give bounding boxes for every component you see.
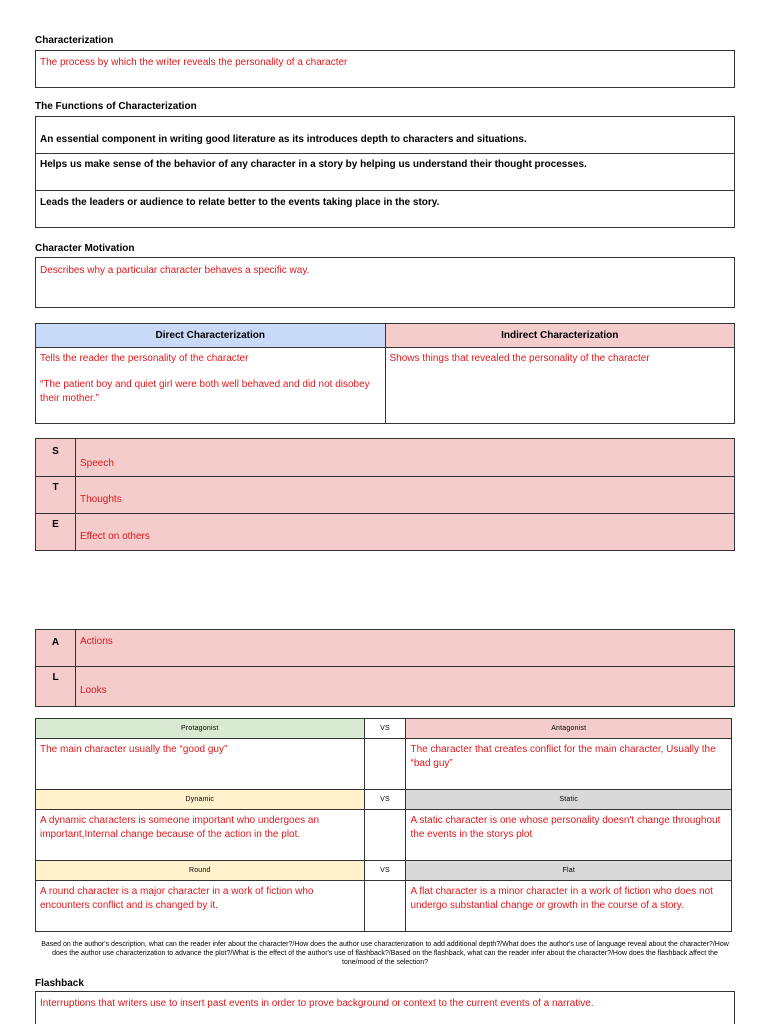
- steal-letter: S: [36, 439, 76, 477]
- functions-heading: The Functions of Characterization: [35, 101, 197, 112]
- steal-word: Actions: [80, 636, 113, 647]
- steal-word: Speech: [80, 458, 114, 469]
- dynamic-cell: [36, 810, 365, 861]
- steal-word: Looks: [80, 685, 107, 696]
- function-row: [35, 116, 735, 154]
- direct-example: “The patient boy and quiet girl were both well behaved and did not disobey their mother.”: [40, 379, 370, 404]
- antagonist-header: Antagonist: [406, 719, 732, 739]
- steal-word-cell: [76, 514, 735, 551]
- static-header: Static: [406, 790, 732, 810]
- function-item: Leads the leaders or audience to relate better to the events taking place in the story.: [40, 197, 440, 208]
- flashback-box: [35, 991, 735, 1024]
- steal-word: Effect on others: [80, 531, 150, 542]
- flashback-definition: Interruptions that writers use to insert past events in order to prove background or context to the current events of a narrative.: [40, 998, 594, 1009]
- motivation-definition: Describes why a particular character behaves a specific way.: [40, 265, 310, 276]
- al-table: [35, 629, 735, 707]
- flat-text: A flat character is a minor character in a work of fiction who does not undergo substantial change or growth in the course of a story.: [410, 886, 713, 911]
- flashback-heading: Flashback: [35, 978, 84, 989]
- steal-letter: A: [36, 630, 76, 667]
- guiding-questions: Based on the author's description, what can the reader infer about the character?/How does the author use characterization to add additional depth?/What does the author's use of language reveal about the character?/How does the author use characterization to advance the plot?/What is the effect of the author's use of flashback?/Based on the flashback, what can the reader infer about the character?/How does the flashback affect the tone/mood of the selection?: [41, 941, 729, 966]
- steal-word-cell: [76, 439, 735, 477]
- dynamic-header: Dynamic: [36, 790, 365, 810]
- steal-letter: E: [36, 514, 76, 551]
- flat-header: Flat: [406, 861, 732, 881]
- steal-letter: T: [36, 477, 76, 514]
- steal-word-cell: [76, 630, 735, 667]
- function-item: An essential component in writing good literature as its introduces depth to characters and situations.: [40, 134, 527, 145]
- direct-indirect-table: [35, 323, 735, 424]
- character-types-table: [35, 718, 732, 932]
- vs-label: VS: [364, 790, 406, 810]
- characterization-heading: Characterization: [35, 35, 114, 46]
- vs-label: VS: [364, 719, 406, 739]
- protagonist-text: The main character usually the “good guy”: [40, 744, 228, 755]
- motivation-heading: Character Motivation: [35, 243, 135, 254]
- steal-word-cell: [76, 477, 735, 514]
- direct-text: Tells the reader the personality of the character: [40, 353, 249, 364]
- static-cell: [406, 810, 732, 861]
- protagonist-header: Protagonist: [36, 719, 365, 739]
- round-text: A round character is a major character in a work of fiction who encounters conflict and is changed by it.: [40, 886, 314, 911]
- characterization-box: [35, 50, 735, 88]
- function-item: Helps us make sense of the behavior of any character in a story by helping us understand their thought processes.: [40, 159, 587, 170]
- vs-spacer: [364, 881, 406, 932]
- antagonist-cell: [406, 739, 732, 790]
- indirect-header: Indirect Characterization: [385, 324, 735, 348]
- static-text: A static character is one whose personality doesn't change throughout the events in the storys plot: [410, 815, 721, 840]
- steal-letter: L: [36, 667, 76, 707]
- flat-cell: [406, 881, 732, 932]
- vs-spacer: [364, 739, 406, 790]
- antagonist-text: The character that creates conflict for the main character, Usually the “bad guy”: [410, 744, 716, 769]
- function-row: [35, 190, 735, 228]
- dynamic-text: A dynamic characters is someone important who undergoes an important,Internal change because of the action in the plot.: [40, 815, 320, 840]
- function-row: [35, 153, 735, 191]
- vs-label: VS: [364, 861, 406, 881]
- steal-word-cell: [76, 667, 735, 707]
- motivation-box: [35, 257, 735, 308]
- steal-word: Thoughts: [80, 494, 122, 505]
- direct-cell: [36, 348, 386, 424]
- indirect-cell: [385, 348, 735, 424]
- ste-table: [35, 438, 735, 551]
- indirect-text: Shows things that revealed the personality of the character: [389, 353, 650, 364]
- protagonist-cell: [36, 739, 365, 790]
- round-header: Round: [36, 861, 365, 881]
- characterization-definition: The process by which the writer reveals the personality of a character: [40, 57, 348, 68]
- round-cell: [36, 881, 365, 932]
- direct-header: Direct Characterization: [36, 324, 386, 348]
- vs-spacer: [364, 810, 406, 861]
